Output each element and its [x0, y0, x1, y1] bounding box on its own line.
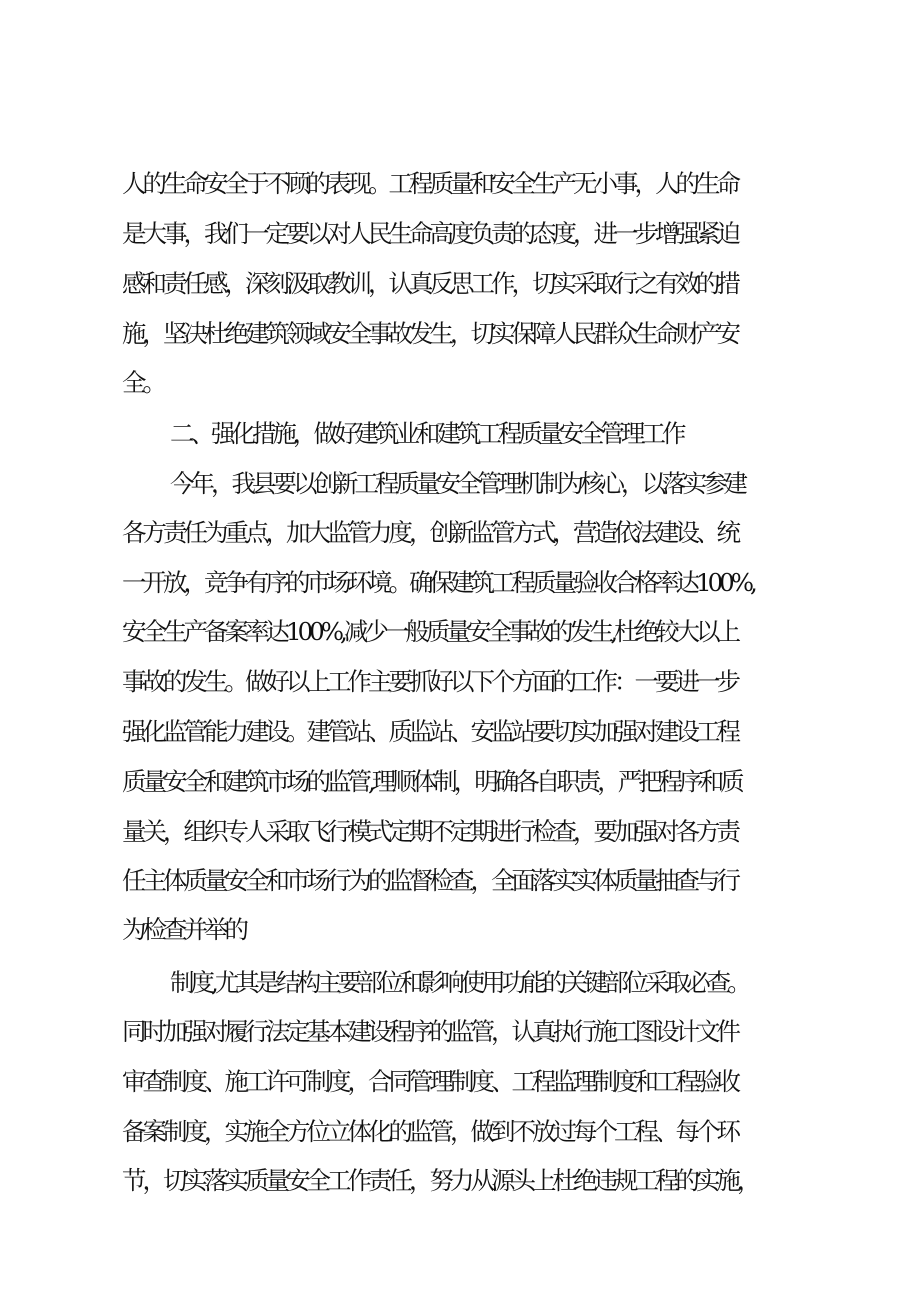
text-line: 同时加强对履行法定基本建设程序的监管，认真执行施工图设计文件	[122, 1017, 737, 1046]
section-heading: 二、强化措施，做好建筑业和建筑工程质量安全管理工作	[170, 419, 683, 448]
text-line: 安全生产备案率达100%,减少一般质量安全事故的发生,杜绝较大以上	[122, 617, 738, 646]
text-line: 各方责任为重点，加大监管力度，创新监管方式，营造依法建设、统	[122, 518, 737, 547]
text-line: 量关，组织专人采取飞行模式定期不定期进行检查，要加强对各方责	[122, 817, 737, 846]
text-line: 为检查并举的	[122, 915, 245, 944]
text-line: 强化监管能力建设。建管站、质监站、安监站要切实加强对建设工程	[122, 717, 737, 746]
text-line: 是大事，我们一定要以对人民生命高度负责的态度，进一步增强紧迫	[122, 219, 737, 248]
text-line: 施，坚决杜绝建筑领域安全事故发生，切实保障人民群众生命财产安	[122, 319, 737, 348]
text-line: 人的生命安全于不顾的表现。工程质量和安全生产无小事，人的生命	[122, 169, 737, 198]
text-line: 任主体质量安全和市场行为的监督检查，全面落实实体质量抽查与行	[122, 866, 737, 895]
text-line: 今年，我县要以创新工程质量安全管理机制为核心，以落实参建	[170, 469, 744, 498]
text-line: 全。	[122, 368, 163, 397]
text-line: 一开放，竞争有序的市场环境。确保建筑工程质量验收合格率达100%,	[122, 568, 754, 597]
text-line: 质量安全和建筑市场的监管,理顺体制，明确各自职责，严把程序和质	[122, 767, 741, 796]
text-line: 事故的发生。做好以上工作主要抓好以下个方面的工作：一要进一步	[122, 667, 737, 696]
text-line: 审查制度、施工许可制度，合同管理制度、工程监理制度和工程验收	[122, 1067, 737, 1096]
text-line: 节，切实落实质量安全工作责任，努力从源头上杜绝违规工程的实施，	[122, 1166, 758, 1195]
text-line: 感和责任感，深刻汲取教训，认真反思工作，切实采取行之有效的措	[122, 269, 737, 298]
text-line: 备案制度，实施全方位立体化的监管，做到不放过每个工程、每个环	[122, 1117, 737, 1146]
text-line: 制度,尤其是结构主要部位和影响使用功能的关键部位采取必查。	[170, 968, 748, 997]
